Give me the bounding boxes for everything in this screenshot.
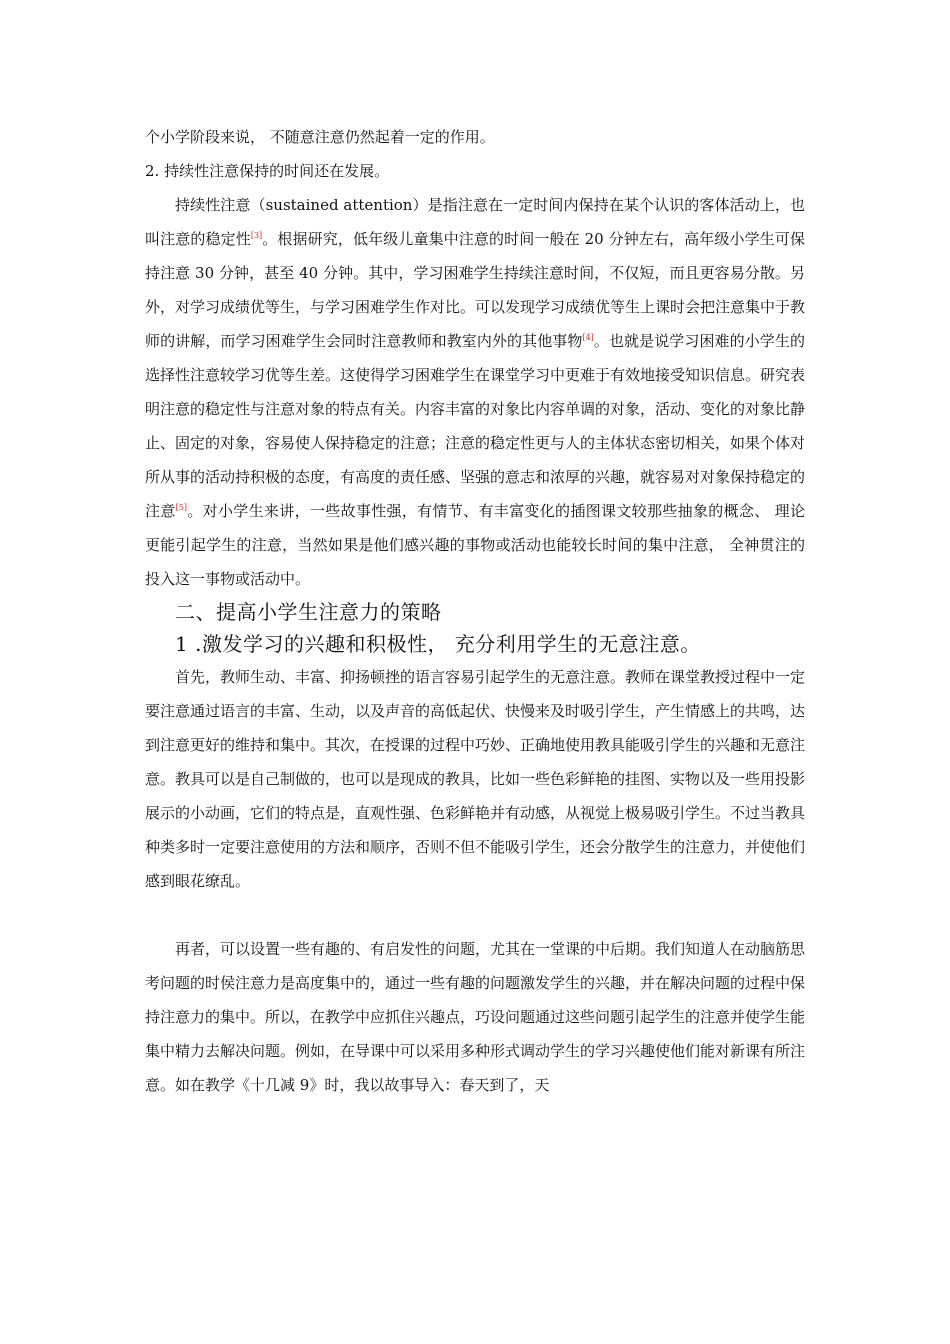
paragraph-gap bbox=[145, 898, 805, 932]
citation-ref-3[interactable]: [3] bbox=[250, 231, 263, 240]
text-column bbox=[145, 120, 805, 1102]
paragraph-text: 持续性注意（sustained attention）是指注意在一定时间内保持在某个认识的客体活动上，也叫注意的稳定性 bbox=[145, 196, 805, 248]
paragraph-teacher-language: 首先，教师生动、丰富、抑扬顿挫的语言容易引起学生的无意注意。教师在课堂教授过程中一定要注意通过语言的丰富、生动，以及声音的高低起伏、快慢来及时吸引学生，产生情感上的共鸣，达到注意更好的维持和集中。其次，在授课的过程中巧妙、正确地使用教具能吸引学生的兴趣和无意注意。教具可以是自己制做的，也可以是现成的教具，比如一些色彩鲜艳的挂图、实物以及一些用投影展示的小动画，它们的特点是，直观性强、色彩鲜艳并有动感，从视觉上极易吸引学生。不过当教具种类多时一定要注意使用的方法和顺序，否则不但不能吸引学生，还会分散学生的注意力，并使他们感到眼花缭乱。 bbox=[145, 668, 806, 890]
citation-ref-5[interactable]: [5] bbox=[175, 503, 187, 512]
citation-ref-4[interactable]: [4] bbox=[582, 333, 594, 342]
paragraph-continuation: 个小学阶段来说， 不随意注意仍然起着一定的作用。 bbox=[145, 128, 495, 146]
section-heading: 二、提高小学生注意力的策略 bbox=[175, 600, 442, 624]
paragraph-questions: 再者，可以设置一些有趣的、有启发性的问题，尤其在一堂课的中后期。我们知道人在动脑筋思考问题的时侯注意力是高度集中的，通过一些有趣的问题激发学生的兴趣，并在解决问题的过程中保持注意力的集中。所以，在教学中应抓住兴趣点，巧设问题通过这些问题引起学生的注意并使学生能集中精力去解决问题。例如，在导课中可以采用多种形式调动学生的学习兴趣使他们能对新课有所注意。如在教学《十几减 9》时，我以故事导入：春天到了，天 bbox=[145, 940, 806, 1094]
paragraph-text: 。根据研究，低年级儿童集中注意的时间一般在 20 分钟左右，高年级小学生可保持注意 30 分钟，甚至 40 分钟。其中，学习困难学生持续注意时间，不仅短，而且更容易分散。另外，对学习成绩优等生，与学习困难学生作对比。可以发现学习成绩优等生上课时会把注意集中于教师的讲解，而学习困难学生会同时注意教师和教室内外的其他事物 bbox=[145, 230, 806, 350]
paragraph-text: 。也就是说学习困难的小学生的选择性注意较学习优等生差。这使得学习困难学生在课堂学习中更难于有效地接受知识信息。研究表明注意的稳定性与注意对象的特点有关。内容丰富的对象比内容单调的对象，活动、变化的对象比静止、固定的对象，容易使人保持稳定的注意；注意的稳定性更与人的主体状态密切相关，如果个体对所从事的活动持积极的态度，有高度的责任感、坚强的意志和浓厚的兴趣，就容易对对象保持稳定的注意 bbox=[145, 332, 806, 520]
paragraph-sustained-attention bbox=[145, 188, 805, 596]
paragraph-text: 。对小学生来讲，一些故事性强，有情节、有丰富变化的插图课文较那些抽象的概念、 理论更能引起学生的注意，当然如果是他们感兴趣的事物或活动也能较长时间的集中注意， 全神贯注的投入这一事物或活动中。 bbox=[145, 502, 805, 588]
subsection-heading: 1 .激发学习的兴趣和积极性， 充分利用学生的无意注意。 bbox=[175, 632, 701, 656]
subheading-sustained-attention: 2. 持续性注意保持的时间还在发展。 bbox=[145, 162, 390, 180]
